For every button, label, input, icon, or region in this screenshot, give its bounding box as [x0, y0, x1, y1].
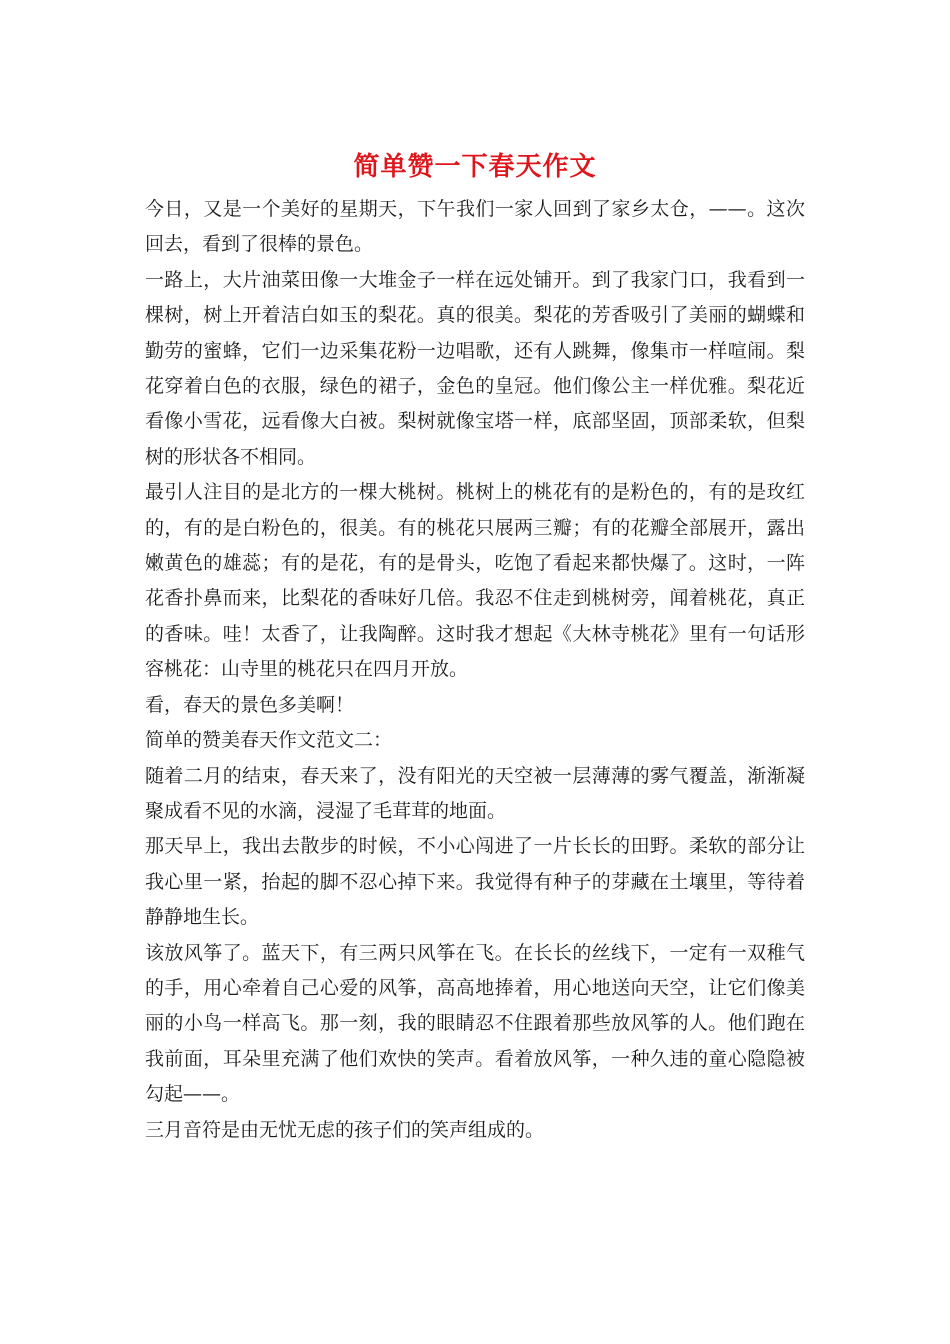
document-title: 简单赞一下春天作文 [353, 152, 597, 182]
paragraph-7: 那天早上，我出去散步的时候，不小心闯进了一片长长的田野。柔软的部分让我心里一紧，抬起的脚不忍心掉下来。我觉得有种子的芽藏在土壤里，等待着静静地生长。 [145, 835, 805, 929]
document-body [145, 192, 805, 1148]
paragraph-4: 看，春天的景色多美啊！ [145, 693, 355, 716]
paragraph-6: 随着二月的结束，春天来了，没有阳光的天空被一层薄薄的雾气覆盖，渐渐凝聚成看不见的水滴，浸湿了毛茸茸的地面。 [145, 764, 805, 822]
paragraph-1: 今日，又是一个美好的星期天，下午我们一家人回到了家乡太仓，——。这次回去，看到了很棒的景色。 [145, 198, 805, 256]
paragraph-9: 三月音符是由无忧无虑的孩子们的笑声组成的。 [145, 1118, 545, 1141]
paragraph-5: 简单的赞美春天作文范文二： [145, 729, 393, 752]
paragraph-3: 最引人注目的是北方的一棵大桃树。桃树上的桃花有的是粉色的，有的是玫红的，有的是白粉色的，很美。有的桃花只展两三瓣；有的花瓣全部展开，露出嫩黄色的雄蕊；有的是花，有的是骨头，吃饱了看起来都快爆了。这时，一阵花香扑鼻而来，比梨花的香味好几倍。我忍不住走到桃树旁，闻着桃花，真正的香味。哇！太香了，让我陶醉。这时我才想起《大林寺桃花》里有一句话形容桃花：山寺里的桃花只在四月开放。 [145, 481, 805, 681]
paragraph-8: 该放风筝了。蓝天下，有三两只风筝在飞。在长长的丝线下，一定有一双稚气的手，用心牵着自己心爱的风筝，高高地捧着，用心地送向天空，让它们像美丽的小鸟一样高飞。那一刻，我的眼睛忍不住跟着那些放风筝的人。他们跑在我前面，耳朵里充满了他们欢快的笑声。看着放风筝，一种久违的童心隐隐被勾起——。 [145, 941, 805, 1106]
paragraph-2: 一路上，大片油菜田像一大堆金子一样在远处铺开。到了我家门口，我看到一棵树，树上开着洁白如玉的梨花。真的很美。梨花的芳香吸引了美丽的蝴蝶和勤劳的蜜蜂，它们一边采集花粉一边唱歌，还有人跳舞，像集市一样喧闹。梨花穿着白色的衣服，绿色的裙子，金色的皇冠。他们像公主一样优雅。梨花近看像小雪花，远看像大白被。梨树就像宝塔一样，底部坚固，顶部柔软，但梨树的形状各不相同。 [145, 268, 805, 468]
